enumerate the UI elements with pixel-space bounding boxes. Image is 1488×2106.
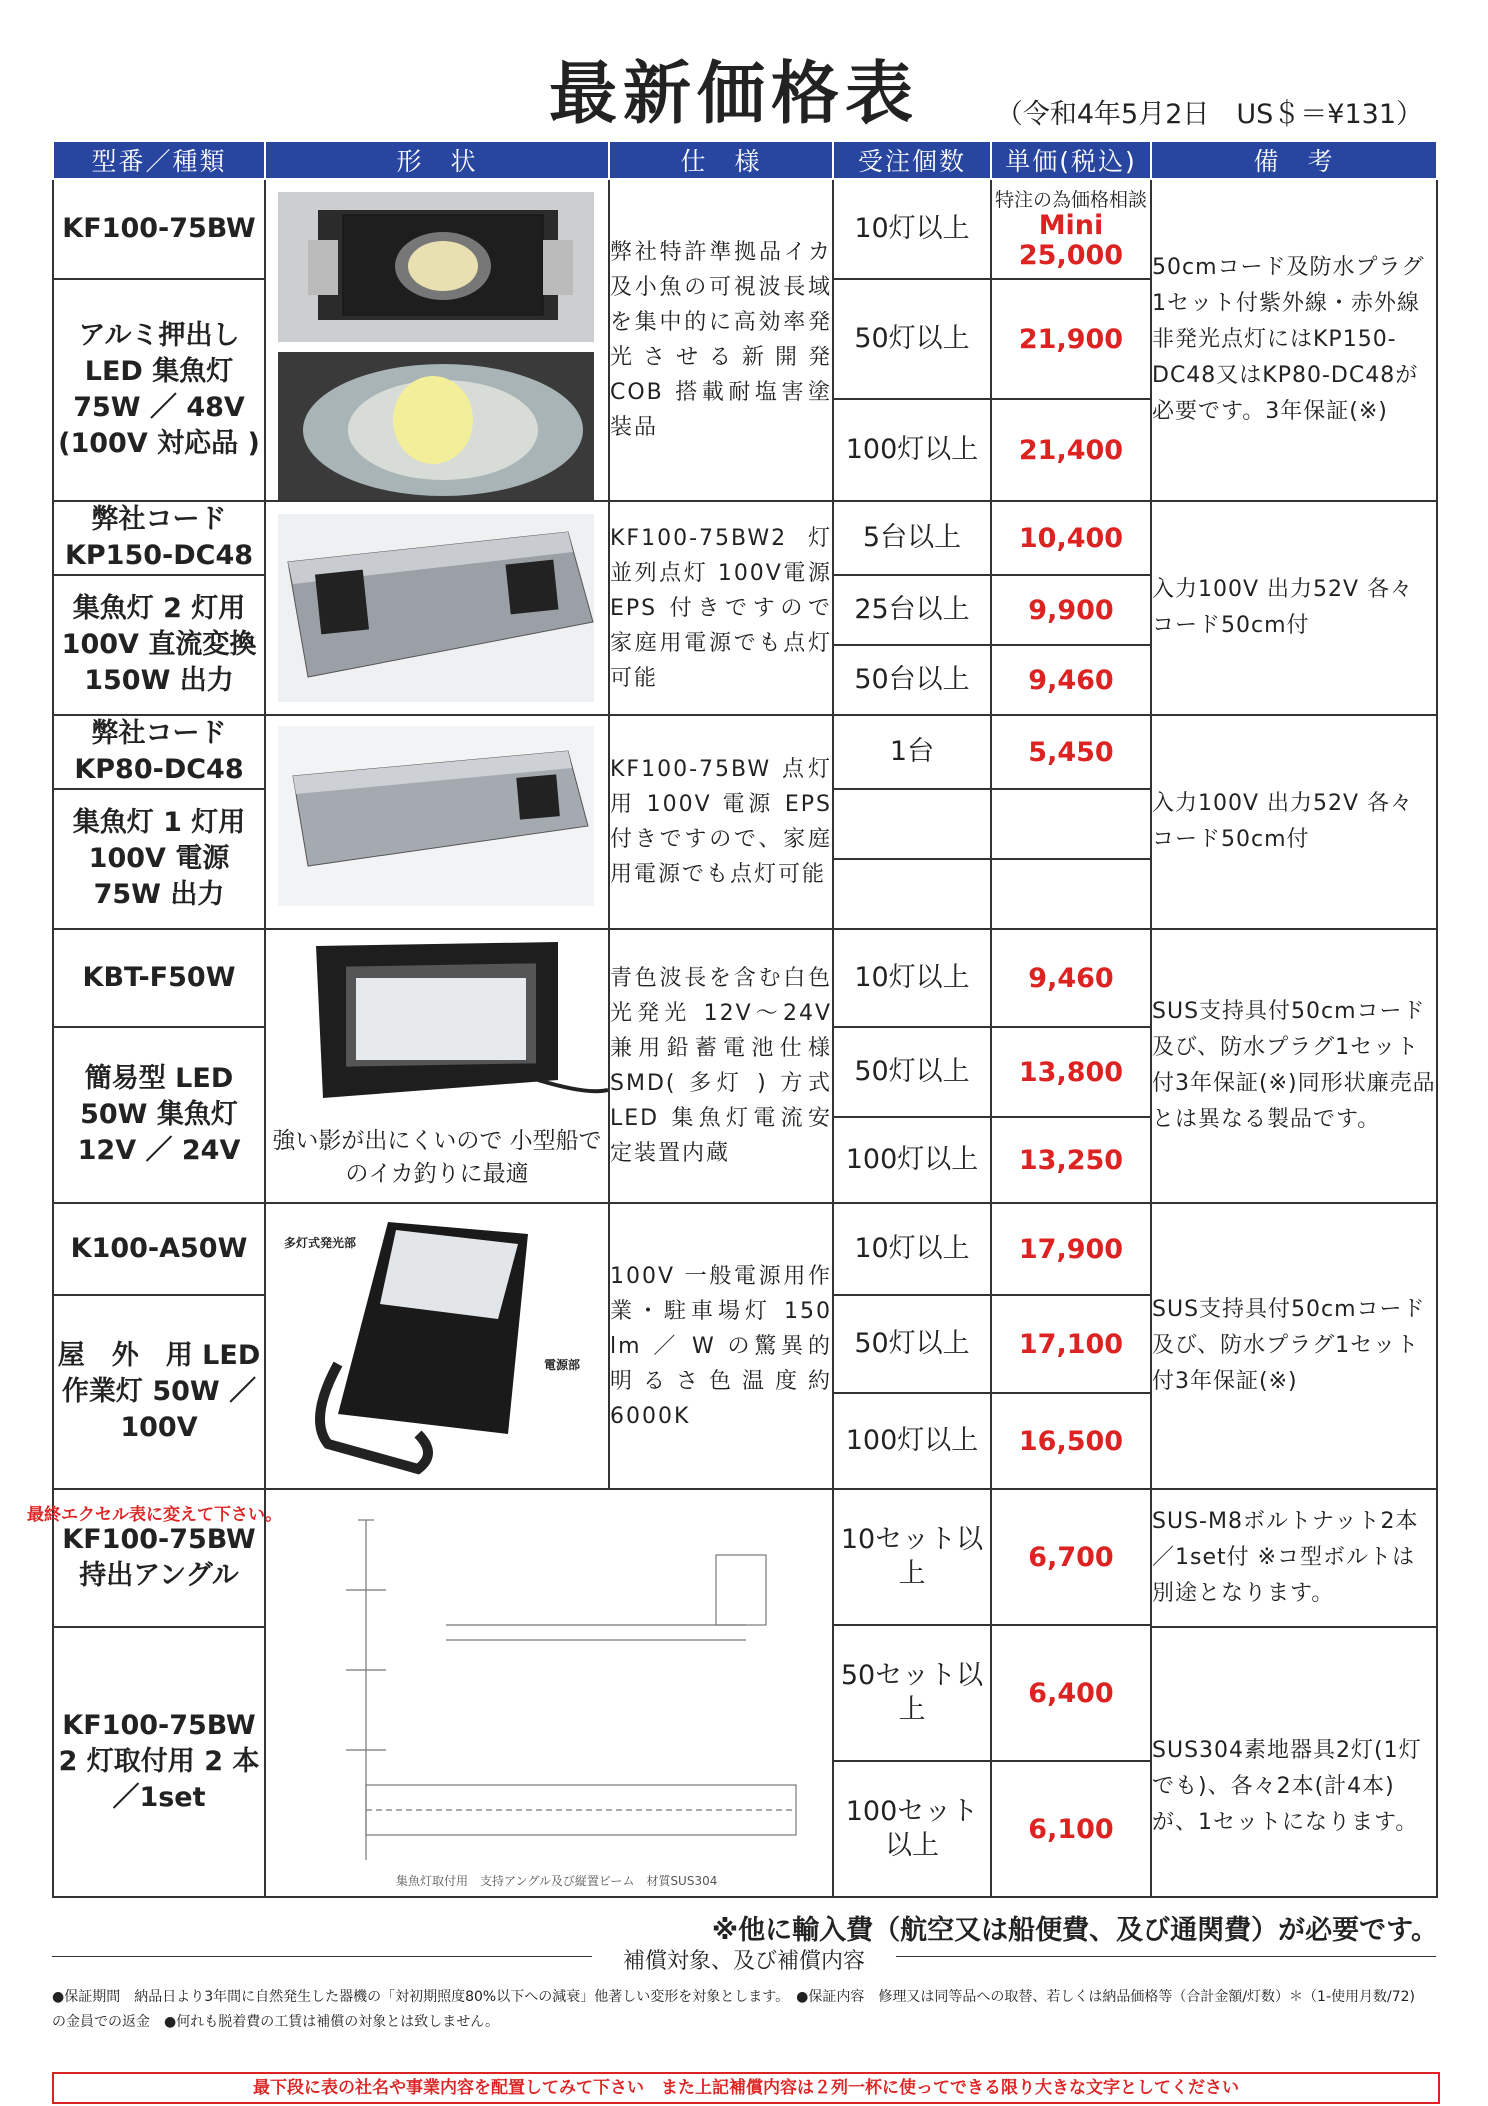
header-spec: 仕 様 (609, 141, 833, 179)
qty-cell: 10灯以上 (833, 179, 991, 279)
qty-cell: 25台以上 (833, 575, 991, 645)
qty-cell: 10灯以上 (833, 929, 991, 1027)
type-cell: 集魚灯 2 灯用 100V 直流変換 150W 出力 (53, 575, 265, 715)
note-cell: 入力100V 出力52V 各々コード50cm付 (1151, 501, 1437, 715)
qty-cell: 10セット以上 (833, 1489, 991, 1625)
warranty-fine-print-2: の金員での返金 ●何れも脱着費の工賃は補償の対象とは致しません。 (52, 2014, 500, 2030)
shape-cell (265, 1203, 609, 1489)
mini-label: Mini (1038, 209, 1104, 241)
price-cell: 9,900 (991, 575, 1151, 645)
price-cell: 17,900 (991, 1203, 1151, 1295)
shape-cell (265, 501, 609, 715)
type-cell: アルミ押出し LED 集魚灯 75W ／ 48V (100V 対応品 ) (53, 279, 265, 501)
table-row (53, 929, 1437, 1027)
drawing-cell (265, 1489, 833, 1897)
model-cell: 弊社コード KP80-DC48 (53, 715, 265, 789)
table-header-row (53, 141, 1437, 179)
qty-cell: 100灯以上 (833, 399, 991, 501)
qty-cell-empty (833, 789, 991, 859)
qty-cell: 100灯以上 (833, 1393, 991, 1489)
note-cell: SUS-M8ボルトナット2本／1set付 ※コ型ボルトは別途となります。 (1151, 1489, 1437, 1627)
qty-cell: 10灯以上 (833, 1203, 991, 1295)
power-supply-photo-kp80 (268, 716, 608, 916)
price-cell: 13,250 (991, 1117, 1151, 1203)
qty-cell-empty (833, 859, 991, 929)
price-cell: 6,100 (991, 1761, 1151, 1897)
compensation-title: 補償対象、及び補償内容 (622, 1949, 865, 1974)
price-cell (991, 179, 1151, 279)
model-cell: KBT-F50W (53, 929, 265, 1027)
header-qty: 受注個数 (833, 141, 991, 179)
page-title: 最新価格表 (548, 55, 919, 134)
price-cell: 10,400 (991, 501, 1151, 575)
header-model: 型番／種類 (53, 141, 265, 179)
note-cell: SUS支持具付50cmコード及び、防水プラグ1セット付3年保証(※) (1151, 1203, 1437, 1489)
qty-cell: 100セット以上 (833, 1761, 991, 1897)
drawing-caption: 集魚灯取付用 支持アングル及び縦置ビーム 材質SUS304 (396, 1874, 718, 1888)
qty-cell: 50灯以上 (833, 1027, 991, 1117)
model-cell: 弊社コード KP150-DC48 (53, 501, 265, 575)
technical-drawing (266, 1490, 826, 1890)
type-cell: 集魚灯 1 灯用 100V 電源 75W 出力 (53, 789, 265, 929)
table-row (53, 179, 1437, 279)
import-fee-note: ※他に輸入費（航空又は船便費、及び通関費）が必要です。 (711, 1915, 1438, 1946)
shape-cell (265, 715, 609, 929)
price-cell: 16,500 (991, 1393, 1151, 1489)
label-light-emitter: 多灯式発光部 (284, 1236, 357, 1250)
price-cell: 5,450 (991, 715, 1151, 789)
note-cell: SUS304素地器具2灯(1灯でも)、各々2本(計4本)が、1セットになります。 (1151, 1627, 1437, 1897)
label-power-unit: 電源部 (544, 1358, 581, 1372)
qty-cell: 1台 (833, 715, 991, 789)
header-shape: 形 状 (265, 141, 609, 179)
table-row (53, 501, 1437, 575)
product-photo-kf100 (268, 180, 608, 501)
type-cell: KF100-75BW 2 灯取付用 2 本／1set (53, 1627, 265, 1897)
spec-cell: 100V 一般電源用作業・駐車場灯 150 lm ／ W の驚異的明るさ色温度約 6000K (609, 1203, 833, 1489)
qty-cell: 100灯以上 (833, 1117, 991, 1203)
price-cell-empty (991, 859, 1151, 929)
header-price: 単価(税込) (991, 141, 1151, 179)
warranty-fine-print-1: ●保証期間 納品日より3年間に自然発生した器機の「対初期照度80%以下への減衰」他著しい変形を対象とします。 ●保証内容 修理又は同等品への取替、若しくは納品価格等（合計金額/灯数）＊（1-使用月数/72) (52, 1989, 1415, 2005)
product-caption: 強い影が出にくいので 小型船でのイカ釣りに最適 (272, 1128, 602, 1187)
header-note: 備 考 (1151, 141, 1437, 179)
note-cell: SUS支持具付50cmコード及び、防水プラグ1セット付3年保証(※)同形状廉売品とは異なる製品です。 (1151, 929, 1437, 1203)
price-cell: 21,400 (991, 399, 1151, 501)
date-exchange-rate: （令和4年5月2日 US＄＝¥131） (995, 99, 1423, 130)
shape-cell (265, 929, 609, 1203)
price-cell: 9,460 (991, 929, 1151, 1027)
power-supply-photo-kp150 (268, 502, 608, 712)
price-cell: 21,900 (991, 279, 1151, 399)
qty-cell: 50セット以上 (833, 1625, 991, 1761)
shape-cell (265, 179, 609, 501)
red-annotation: 最終エクセル表に変えて下さい。 (27, 1505, 282, 1525)
model-cell: K100-A50W (53, 1203, 265, 1295)
type-cell: 簡易型 LED 50W 集魚灯 12V ／ 24V (53, 1027, 265, 1203)
spec-cell: 弊社特許準拠品イカ及小魚の可視波長域を集中的に高効率発光させる新開発 COB 搭載耐塩害塗装品 (609, 179, 833, 501)
type-cell: 屋 外 用 LED 作業灯 50W ／ 100V (53, 1295, 265, 1489)
price-cell: 13,800 (991, 1027, 1151, 1117)
note-cell: 入力100V 出力52V 各々コード50cm付 (1151, 715, 1437, 929)
note-cell: 50cmコード及防水プラグ1セット付紫外線・赤外線非発光点灯にはKP150-DC48又はKP80-DC48が必要です。3年保証(※) (1151, 179, 1437, 501)
spec-cell: KF100-75BW2灯並列点灯 100V電源 EPS 付きですので家庭用電源でも点灯可能 (609, 501, 833, 715)
special-order-note: 特注の為価格相談 (994, 188, 1147, 211)
model-cell: KF100-75BW 持出アングル (53, 1489, 265, 1627)
qty-cell: 5台以上 (833, 501, 991, 575)
price-cell-empty (991, 789, 1151, 859)
price-cell: 9,460 (991, 645, 1151, 715)
spec-cell: KF100-75BW 点灯用 100V 電源 EPS 付きですので、家庭用電源でも点灯可能 (609, 715, 833, 929)
qty-cell: 50台以上 (833, 645, 991, 715)
floodlight-photo-kbt (268, 930, 608, 1130)
table-row (53, 1203, 1437, 1295)
price-cell: 6,400 (991, 1625, 1151, 1761)
table-row (53, 715, 1437, 789)
qty-cell: 50灯以上 (833, 279, 991, 399)
price-value: 25,000 (1018, 239, 1124, 271)
price-cell: 17,100 (991, 1295, 1151, 1393)
qty-cell: 50灯以上 (833, 1295, 991, 1393)
price-cell: 6,700 (991, 1489, 1151, 1625)
model-cell: KF100-75BW (53, 179, 265, 279)
layout-instruction-box: 最下段に表の社名や事業内容を配置してみて下さい また上記補償内容は２列一杯に使ってできる限り大きな文字としてください (52, 2072, 1440, 2104)
spec-cell: 青色波長を含む白色光発光 12V〜24V 兼用鉛蓄電池仕様 SMD( 多灯 ) 方式 LED 集魚灯電流安定装置内蔵 (609, 929, 833, 1203)
price-table (52, 140, 1438, 1898)
